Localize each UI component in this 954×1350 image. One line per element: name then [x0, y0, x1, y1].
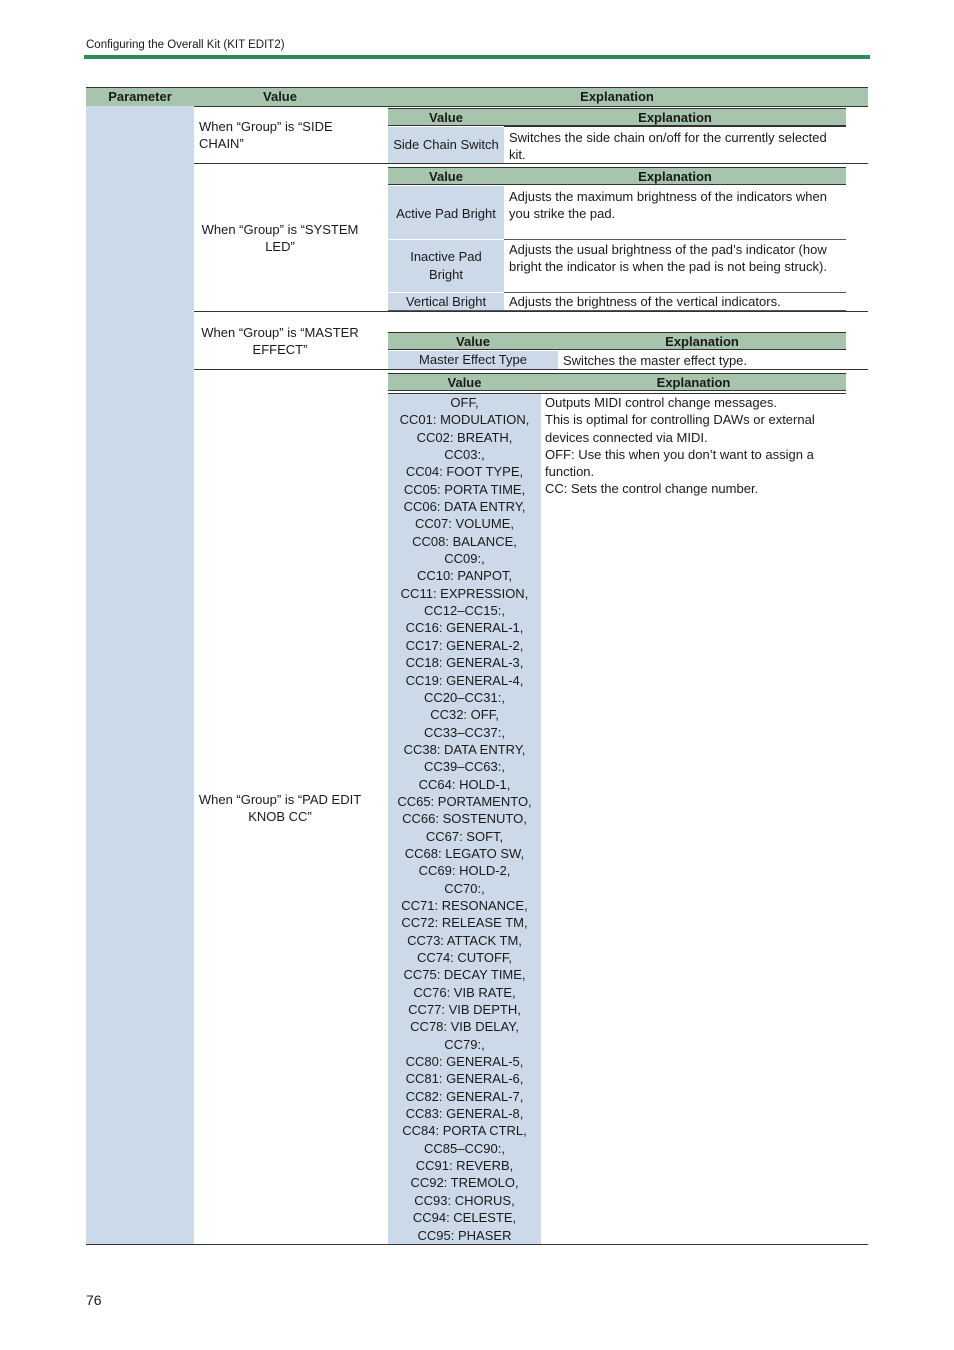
cc-value-item: CC38: DATA ENTRY, — [403, 741, 526, 757]
master-effect-type-explanation: Switches the master effect type. — [563, 353, 748, 368]
sub-header-explanation: Explanation — [504, 108, 846, 126]
master-effect-type-value: Master Effect Type — [419, 352, 527, 367]
active-pad-bright-explanation: Adjusts the maximum brightness of the indicators when you strike the pad. — [509, 189, 827, 221]
cc-value-item: CC91: REVERB, — [415, 1158, 514, 1174]
cc-value-item: CC07: VOLUME, — [415, 516, 514, 532]
active-pad-value-cell — [388, 186, 504, 239]
cc-value-item: CC39–CC63:, — [424, 759, 505, 775]
cc-value-item: CC81: GENERAL-6, — [405, 1071, 524, 1087]
cc-value-item: CC77: VIB DEPTH, — [408, 1002, 521, 1018]
cc-value-item: CC78: VIB DELAY, — [410, 1019, 519, 1035]
cc-value-item: CC20–CC31:, — [424, 689, 505, 705]
cc-value-item: CC84: PORTA CTRL, — [402, 1123, 527, 1139]
section-title: Configuring the Overall Kit (KIT EDIT2) — [86, 39, 285, 51]
divider — [504, 126, 846, 127]
condition-system-led: When “Group” is “SYSTEM LED” — [201, 222, 359, 254]
cc-value-item: CC70:, — [444, 880, 485, 896]
row-divider — [194, 369, 868, 370]
cc-value-item: CC64: HOLD-1, — [418, 776, 511, 792]
condition-pad-edit-knob: When “Group” is “PAD EDIT KNOB CC” — [198, 792, 362, 824]
cc-value-item: CC95: PHASER — [417, 1227, 512, 1243]
cc-value-item: CC02: BREATH, — [416, 429, 513, 445]
cc-value-item: CC65: PORTAMENTO, — [397, 793, 532, 809]
cc-explanation-line: Outputs MIDI control change messages. — [545, 395, 777, 410]
cc-value-item: CC74: CUTOFF, — [416, 950, 513, 965]
inactive-pad-bright-explanation: Adjusts the usual brightness of the pad’s indicator (how bright the indicator is when the pad is not being struck). — [509, 242, 827, 274]
inactive-pad-bright-value: Inactive Pad Bright — [410, 249, 482, 282]
vertical-bright-value: Vertical Bright — [405, 294, 487, 309]
cc-value-item: CC80: GENERAL-5, — [405, 1054, 524, 1070]
cc-value-item: CC67: SOFT, — [425, 828, 504, 844]
active-pad-bright-value: Active Pad Bright — [396, 206, 496, 221]
cc-value-item: CC92: TREMOLO, — [410, 1175, 519, 1191]
cc-value-item: CC09:, — [444, 551, 485, 567]
side-chain-switch-value: Side Chain Switch — [393, 137, 499, 152]
header-value: Value — [263, 89, 297, 104]
vertical-bright-explanation: Adjusts the brightness of the vertical indicators. — [509, 294, 781, 309]
parameter-cell — [86, 106, 194, 1244]
side-chain-switch-explanation: Switches the side chain on/off for the currently selected kit. — [509, 130, 827, 162]
cc-value-item: CC05: PORTA TIME, — [403, 481, 526, 497]
cc-value-item: CC69: HOLD-2, — [418, 863, 511, 879]
cc-value-item: CC03:, — [444, 447, 485, 463]
sub-header-value: Value — [388, 373, 541, 391]
vertical-bright-value-cell — [388, 293, 504, 310]
sub-header-value: Value — [388, 167, 504, 185]
cc-explanation — [545, 394, 840, 498]
sub-header-value: Value — [388, 332, 558, 350]
header-parameter: Parameter — [108, 89, 172, 104]
cc-explanation-line: This is optimal for controlling DAWs or external devices connected via MIDI. — [545, 412, 815, 445]
cc-value-item: CC66: SOSTENUTO, — [402, 811, 527, 827]
condition-master-effect: When “Group” is “MASTER EFFECT” — [201, 325, 359, 357]
sub-header-value: Value — [388, 108, 504, 126]
cc-value-item: CC68: LEGATO SW, — [404, 845, 525, 861]
inactive-pad-value-cell — [388, 240, 504, 292]
cc-value-item: CC18: GENERAL-3, — [405, 655, 524, 671]
cc-value-item: CC82: GENERAL-7, — [405, 1088, 524, 1104]
cc-value-item: CC01: MODULATION, — [399, 412, 530, 428]
page-number: 76 — [86, 1292, 102, 1308]
cc-value-item: CC85–CC90:, — [424, 1140, 505, 1156]
sub-header-explanation: Explanation — [504, 167, 846, 185]
side-chain-value-cell — [388, 127, 504, 163]
cc-value-item: CC75: DECAY TIME, — [403, 967, 526, 983]
cc-value-list — [388, 394, 541, 1244]
row-divider — [194, 163, 868, 164]
cc-value-item: CC10: PANPOT, — [416, 568, 513, 584]
sub-header-explanation: Explanation — [541, 373, 846, 391]
cc-value-item: CC12–CC15:, — [424, 603, 505, 619]
header-rule — [84, 55, 870, 59]
sub-header-explanation: Explanation — [558, 332, 846, 350]
cc-value-item: CC17: GENERAL-2, — [405, 637, 524, 653]
table-bottom-rule — [86, 1244, 868, 1245]
cc-value-item: CC94: CELESTE, — [412, 1210, 517, 1226]
cc-value-item: CC08: BALANCE, — [412, 533, 517, 549]
cc-value-item: CC11: EXPRESSION, — [400, 585, 529, 601]
cc-value-item: CC76: VIB RATE, — [413, 984, 516, 1000]
master-effect-value-cell — [388, 351, 558, 369]
cc-value-item: CC71: RESONANCE, — [401, 897, 528, 913]
header-explanation: Explanation — [580, 89, 654, 104]
cc-explanation-line: OFF: Use this when you don’t want to assign a function. — [545, 446, 814, 480]
cc-value-item: CC83: GENERAL-8, — [405, 1106, 524, 1122]
cc-value-item: CC72: RELEASE TM, — [401, 915, 528, 931]
condition-side-chain: When “Group” is “SIDE CHAIN” — [199, 119, 333, 151]
cc-value-item: CC93: CHORUS, — [414, 1192, 515, 1208]
cc-value-item: CC73: ATTACK TM, — [407, 932, 522, 948]
cc-value-item: CC06: DATA ENTRY, — [403, 499, 526, 515]
cc-value-item: OFF, — [450, 395, 479, 410]
cc-value-item: CC04: FOOT TYPE, — [405, 464, 524, 480]
divider — [504, 239, 846, 240]
cc-value-item: CC32: OFF, — [430, 707, 499, 723]
cc-value-item: CC19: GENERAL-4, — [405, 672, 524, 688]
row-divider — [194, 311, 868, 312]
cc-value-item: CC33–CC37:, — [424, 724, 505, 740]
cc-value-item: CC16: GENERAL-1, — [405, 620, 524, 636]
cc-value-item: CC79:, — [444, 1036, 485, 1052]
cc-explanation-line: CC: Sets the control change number. — [545, 481, 759, 497]
table-header — [86, 87, 868, 107]
